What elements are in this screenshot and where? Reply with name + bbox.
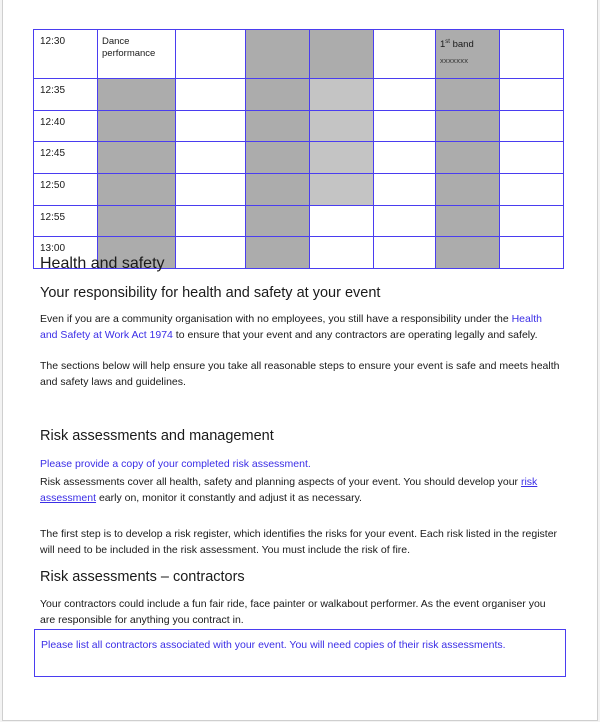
time-cell: 12:45 [34,142,98,174]
contractors-input-box[interactable] [34,629,566,677]
schedule-row [34,205,564,237]
band-cell [436,30,500,79]
document-page [2,0,598,721]
risk-assessment-link[interactable]: risk assessment [40,476,538,504]
contractors-box-prompt: Please list all contractors associated with your event. You will need copies of their risk assessments. [41,639,506,651]
health-paragraph-1: Even if you are a community organisation with no employees, you still have a responsibility under the Health and Safety at Work Act 1974 to ensure that your event and any contractors are operating legally and safely. [40,313,542,341]
contractors-heading: Risk assessments – contractors [40,569,245,585]
schedule-row [34,174,564,206]
time-cell: 12:30 [34,30,98,79]
risk-prompt: Please provide a copy of your completed risk assessment. [40,458,311,470]
dance-label: Dance performance [102,36,156,59]
risk-paragraph-2: The first step is to develop a risk register, which identifies the risks for your event. Each risk listed in the register will need to be included in the risk assessment. You must include the risk of fire. [40,528,558,556]
health-heading: Health and safety [40,255,165,272]
hswa-link[interactable]: Health and Safety at Work Act 1974 [40,313,542,341]
schedule-row [34,142,564,174]
time-cell: 12:55 [34,205,98,237]
time-cell: 13:00 [34,237,98,269]
dance-cell [98,30,176,79]
risk-paragraph-1: Risk assessments cover all health, safety and planning aspects of your event. You should develop your risk assessment early on, monitor it constantly and adjust it as necessary. [40,476,538,504]
time-cell: 12:40 [34,110,98,142]
band-label: band [449,39,474,51]
health-paragraph-2: The sections below will help ensure you take all reasonable steps to ensure your event is safe and meets health and safety laws and guidelines. [40,360,560,388]
schedule-table [33,29,564,269]
schedule-row [34,110,564,142]
band-sup: st [445,39,450,45]
risk-heading: Risk assessments and management [40,428,274,444]
contractors-paragraph: Your contractors could include a fun fair ride, face painter or walkabout performer. As the event organiser you are responsible for anything you contract in. [40,598,546,626]
time-cell: 12:50 [34,174,98,206]
health-subheading: Your responsibility for health and safety at your event [40,285,381,301]
schedule-row [34,79,564,111]
time-cell: 12:35 [34,79,98,111]
band-number: 1 [440,39,446,51]
schedule-row [34,30,564,79]
band-placeholder: xxxxxxx [440,56,469,66]
